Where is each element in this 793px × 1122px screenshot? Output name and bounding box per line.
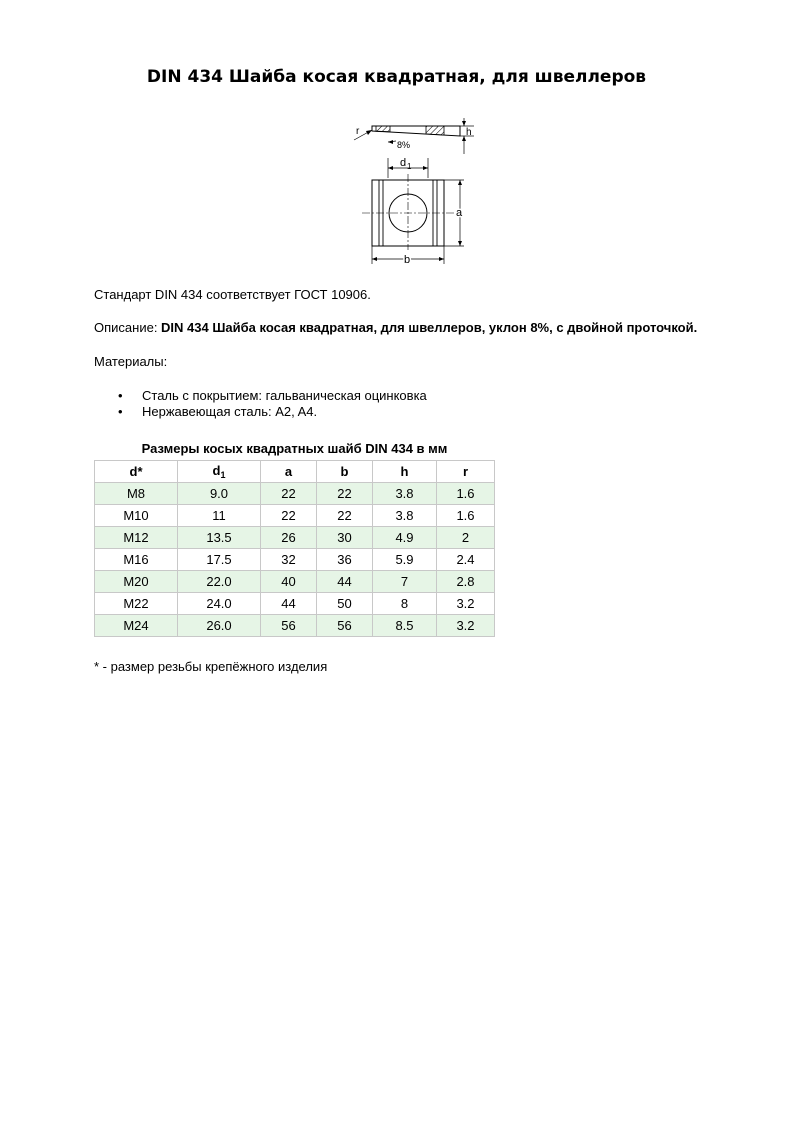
materials-list <box>94 388 427 420</box>
col-header-d1-main: d <box>212 463 221 478</box>
label-h: h <box>466 127 472 138</box>
cell-a: 44 <box>261 593 317 615</box>
washer-side-view <box>354 118 474 154</box>
cell-h: 3.8 <box>373 483 437 505</box>
table-row <box>95 593 495 615</box>
cell-r: 3.2 <box>437 615 495 637</box>
table-row <box>95 483 495 505</box>
description-text: DIN 434 Шайба косая квадратная, для швеллеров, уклон 8%, с двойной проточкой. <box>161 320 698 335</box>
col-header-r: r <box>437 461 495 483</box>
table-header-row <box>95 461 495 483</box>
cell-d1: 13.5 <box>178 527 261 549</box>
col-header-d1-sub: 1 <box>220 470 226 480</box>
cell-d-thread: M16 <box>95 549 178 571</box>
table-caption: Размеры косых квадратных шайб DIN 434 в мм <box>141 441 448 456</box>
materials-heading: Материалы: <box>94 354 168 369</box>
cell-r: 3.2 <box>437 593 495 615</box>
standard-text: Стандарт DIN 434 соответствует ГОСТ 10906. <box>94 287 371 302</box>
cell-d-thread: M24 <box>95 615 178 637</box>
col-header-a: a <box>261 461 317 483</box>
washer-drawing <box>350 118 480 268</box>
washer-top-view <box>362 157 464 266</box>
cell-h: 7 <box>373 571 437 593</box>
col-header-h: h <box>373 461 437 483</box>
cell-d1: 22.0 <box>178 571 261 593</box>
cell-a: 32 <box>261 549 317 571</box>
cell-b: 44 <box>317 571 373 593</box>
table-row <box>95 549 495 571</box>
bullet-icon: • <box>118 404 123 419</box>
table-row <box>95 571 495 593</box>
cell-d1: 9.0 <box>178 483 261 505</box>
col-header-b: b <box>317 461 373 483</box>
cell-d-thread: M20 <box>95 571 178 593</box>
cell-b: 30 <box>317 527 373 549</box>
cell-a: 56 <box>261 615 317 637</box>
footnote: * - размер резьбы крепёжного изделия <box>94 659 328 674</box>
material-label: Нержавеющая сталь: A2, A4. <box>142 404 318 419</box>
label-a: a <box>456 207 463 219</box>
cell-b: 22 <box>317 505 373 527</box>
cell-h: 5.9 <box>373 549 437 571</box>
cell-a: 26 <box>261 527 317 549</box>
list-item <box>94 404 427 420</box>
cell-a: 22 <box>261 483 317 505</box>
table-body <box>95 483 495 637</box>
col-header-d1 <box>178 461 261 483</box>
bullet-icon: • <box>118 388 123 403</box>
cell-r: 2.4 <box>437 549 495 571</box>
label-r: r <box>356 126 360 137</box>
label-b: b <box>404 254 411 266</box>
cell-r: 1.6 <box>437 483 495 505</box>
description <box>94 320 697 336</box>
cell-b: 56 <box>317 615 373 637</box>
cell-d-thread: M10 <box>95 505 178 527</box>
cell-d1: 26.0 <box>178 615 261 637</box>
label-d-sub: 1 <box>407 162 412 171</box>
cell-b: 36 <box>317 549 373 571</box>
cell-a: 22 <box>261 505 317 527</box>
material-label: Сталь с покрытием: гальваническая оцинковка <box>142 388 427 403</box>
table-row <box>95 505 495 527</box>
label-d: d <box>400 157 407 169</box>
page-title: DIN 434 Шайба косая квадратная, для швеллеров <box>146 67 647 87</box>
table-row <box>95 527 495 549</box>
cell-d1: 11 <box>178 505 261 527</box>
cell-a: 40 <box>261 571 317 593</box>
list-item <box>94 388 427 404</box>
cell-d-thread: M22 <box>95 593 178 615</box>
dimensions-table <box>94 460 495 637</box>
cell-r: 2 <box>437 527 495 549</box>
cell-d1: 17.5 <box>178 549 261 571</box>
label-slope: 8% <box>397 140 411 150</box>
cell-h: 3.8 <box>373 505 437 527</box>
cell-h: 4.9 <box>373 527 437 549</box>
cell-b: 50 <box>317 593 373 615</box>
cell-r: 1.6 <box>437 505 495 527</box>
cell-d1: 24.0 <box>178 593 261 615</box>
table-row <box>95 615 495 637</box>
description-label: Описание: <box>94 320 162 335</box>
cell-h: 8.5 <box>373 615 437 637</box>
cell-d-thread: M12 <box>95 527 178 549</box>
cell-d-thread: M8 <box>95 483 178 505</box>
cell-b: 22 <box>317 483 373 505</box>
col-header-d-thread: d* <box>95 461 178 483</box>
cell-h: 8 <box>373 593 437 615</box>
cell-r: 2.8 <box>437 571 495 593</box>
